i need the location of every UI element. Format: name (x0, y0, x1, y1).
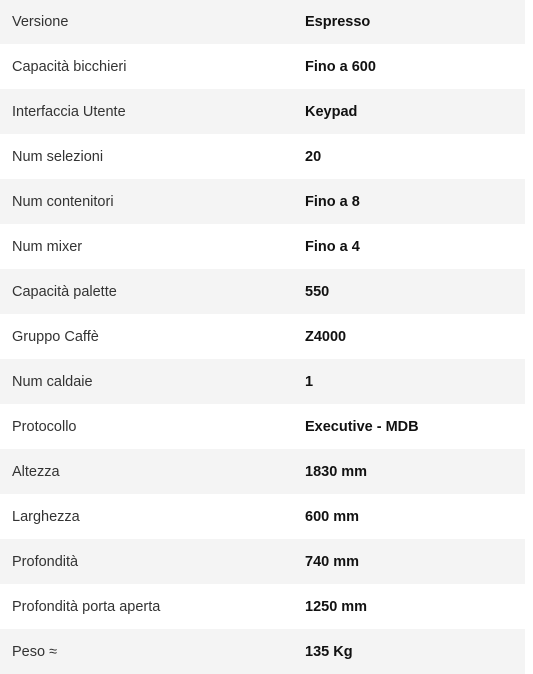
spec-row-capacita-bicchieri (0, 44, 525, 89)
spec-value: Fino a 600 (305, 58, 376, 75)
spec-label: Versione (12, 13, 69, 30)
spec-value: Keypad (305, 103, 358, 120)
spec-label: Capacità bicchieri (12, 58, 127, 75)
spec-label: Num mixer (12, 238, 83, 255)
spec-label: Profondità (12, 553, 79, 570)
spec-value: 740 mm (305, 553, 360, 570)
spec-row-profondita-porta-aperta (0, 584, 525, 629)
spec-value: 550 (305, 283, 330, 300)
spec-row-capacita-palette (0, 269, 525, 314)
spec-row-num-mixer (0, 224, 525, 269)
spec-value: 20 (305, 148, 322, 165)
spec-value: Z4000 (305, 328, 347, 345)
spec-value: 600 mm (305, 508, 360, 525)
spec-row-altezza (0, 449, 525, 494)
spec-row-peso (0, 629, 525, 674)
spec-label: Num selezioni (12, 148, 104, 165)
spec-row-gruppo-caffe (0, 314, 525, 359)
spec-row-versione (0, 0, 525, 44)
spec-value: Fino a 4 (305, 238, 360, 255)
spec-label: Peso ≈ (12, 643, 58, 660)
spec-value: 1830 mm (305, 463, 368, 480)
spec-label: Capacità palette (12, 283, 117, 300)
spec-label: Profondità porta aperta (12, 598, 161, 615)
spec-row-protocollo (0, 404, 525, 449)
spec-label: Interfaccia Utente (12, 103, 126, 120)
spec-label: Num contenitori (12, 193, 114, 210)
spec-label: Larghezza (12, 508, 80, 525)
spec-value: 1 (305, 373, 314, 390)
spec-row-profondita (0, 539, 525, 584)
spec-value: Espresso (305, 13, 371, 30)
spec-label: Altezza (12, 463, 60, 480)
spec-value: 135 Kg (305, 643, 353, 660)
spec-row-interfaccia-utente (0, 89, 525, 134)
spec-row-num-caldaie (0, 359, 525, 404)
spec-row-larghezza (0, 494, 525, 539)
spec-label: Protocollo (12, 418, 77, 435)
spec-value: Executive - MDB (305, 418, 419, 435)
spec-label: Num caldaie (12, 373, 93, 390)
spec-row-num-selezioni (0, 134, 525, 179)
spec-label: Gruppo Caffè (12, 328, 99, 345)
spec-value: 1250 mm (305, 598, 368, 615)
spec-row-num-contenitori (0, 179, 525, 224)
page-right-margin (525, 0, 533, 673)
spec-value: Fino a 8 (305, 193, 360, 210)
